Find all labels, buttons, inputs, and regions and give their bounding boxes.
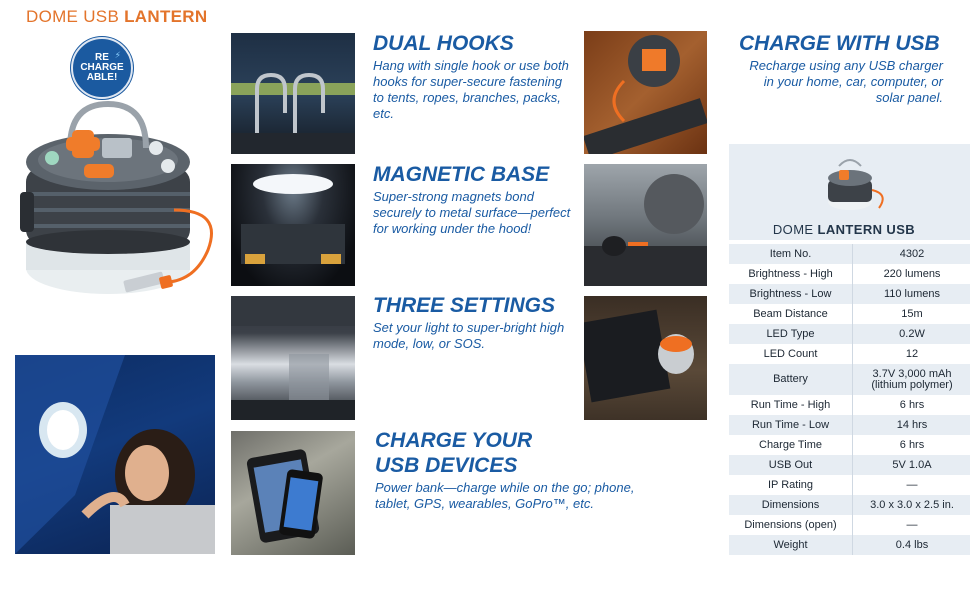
badge-line-2: CHARGE <box>80 62 124 73</box>
spec-label: IP Rating <box>729 475 853 495</box>
feature-title-line-1: CHARGE YOUR <box>375 429 533 452</box>
spec-label: Dimensions <box>729 495 853 515</box>
spec-value: 5V 1.0A <box>853 455 970 475</box>
table-row <box>729 284 970 304</box>
spec-label: Battery <box>729 364 853 395</box>
spec-label: Item No. <box>729 244 853 264</box>
feature-description: Power bank—charge while on the go; phone, tablet, GPS, wearables, GoPro™, etc. <box>375 480 635 511</box>
brand-prefix: DOME USB <box>26 7 120 26</box>
spec-label: USB Out <box>729 455 853 475</box>
spec-value: 4302 <box>853 244 970 264</box>
feature-title: THREE SETTINGS <box>373 294 556 317</box>
spec-value <box>853 364 970 395</box>
usb-charging-outlet-photo <box>584 31 707 154</box>
table-row <box>729 495 970 515</box>
spec-value: 3.0 x 3.0 x 2.5 in. <box>853 495 970 515</box>
child-with-lantern-photo <box>15 355 215 554</box>
feature-description: Hang with single hook or use both hooks for super-secure fastening to tents, ropes, branches, packs, etc. <box>373 58 569 121</box>
solar-panel-charging-photo <box>584 296 707 420</box>
spec-value: 110 lumens <box>853 284 970 304</box>
table-row <box>729 395 970 415</box>
feature-charge-usb-devices <box>375 428 645 512</box>
feature-three-settings <box>373 293 578 352</box>
spec-value: 0.4 lbs <box>853 535 970 555</box>
feature-title: CHARGE WITH USB <box>739 32 940 55</box>
feature-description: Super-strong magnets bond securely to metal surface—perfect for working under the hood! <box>373 189 571 236</box>
feature-description: Recharge using any USB charger in your home, car, computer, or solar panel. <box>749 58 943 105</box>
lantern-thumbnail-image <box>729 144 970 224</box>
spec-value: — <box>853 515 970 535</box>
car-charging-photo <box>584 164 707 286</box>
table-row <box>729 475 970 495</box>
rechargeable-badge <box>71 37 133 99</box>
spec-label: Brightness - Low <box>729 284 853 304</box>
lightning-bolt-icon: ⚡ <box>114 50 121 60</box>
spec-label: LED Type <box>729 324 853 344</box>
spec-value: 6 hrs <box>853 395 970 415</box>
spec-label: Brightness - High <box>729 264 853 284</box>
spec-value-line-1: 3.7V 3,000 mAh <box>872 367 952 380</box>
lantern-hero-image <box>18 100 228 322</box>
badge-line-1: RE <box>95 52 109 63</box>
table-row <box>729 415 970 435</box>
spec-product-name <box>729 222 959 237</box>
spec-value: — <box>853 475 970 495</box>
table-row <box>729 455 970 475</box>
table-row <box>729 515 970 535</box>
table-row <box>729 344 970 364</box>
spec-label: Run Time - High <box>729 395 853 415</box>
badge-line-3: ABLE! <box>86 72 118 83</box>
spec-value: 0.2W <box>853 324 970 344</box>
spec-label: Weight <box>729 535 853 555</box>
feature-charge-with-usb <box>739 31 959 106</box>
spec-label: Charge Time <box>729 435 853 455</box>
spec-value: 220 lumens <box>853 264 970 284</box>
spec-value: 15m <box>853 304 970 324</box>
table-row <box>729 535 970 555</box>
table-row <box>729 364 970 395</box>
spec-value: 12 <box>853 344 970 364</box>
table-row <box>729 304 970 324</box>
table-row <box>729 324 970 344</box>
spec-label: LED Count <box>729 344 853 364</box>
feature-dual-hooks <box>373 31 573 122</box>
spec-label: Beam Distance <box>729 304 853 324</box>
feature-magnetic-base <box>373 162 578 237</box>
spec-product-prefix: DOME <box>772 222 814 237</box>
table-row <box>729 435 970 455</box>
spec-value: 6 hrs <box>853 435 970 455</box>
dual-hooks-photo <box>231 33 355 154</box>
feature-title-line-2: USB DEVICES <box>375 454 518 477</box>
brand-title <box>26 7 207 27</box>
spec-label: Run Time - Low <box>729 415 853 435</box>
spec-label: Dimensions (open) <box>729 515 853 535</box>
usb-devices-photo <box>231 431 355 555</box>
spec-value: 14 hrs <box>853 415 970 435</box>
feature-title: DUAL HOOKS <box>373 32 514 55</box>
feature-title: MAGNETIC BASE <box>373 163 550 186</box>
three-settings-photo <box>231 296 355 420</box>
magnetic-base-photo <box>231 164 355 286</box>
table-row <box>729 244 970 264</box>
spec-table <box>729 244 970 555</box>
brand-suffix: LANTERN <box>124 7 208 26</box>
spec-product-suffix: LANTERN USB <box>817 222 916 237</box>
feature-description: Set your light to super-bright high mode, low, or SOS. <box>373 320 565 351</box>
table-row <box>729 264 970 284</box>
spec-value-line-2: (lithium polymer) <box>871 378 953 391</box>
